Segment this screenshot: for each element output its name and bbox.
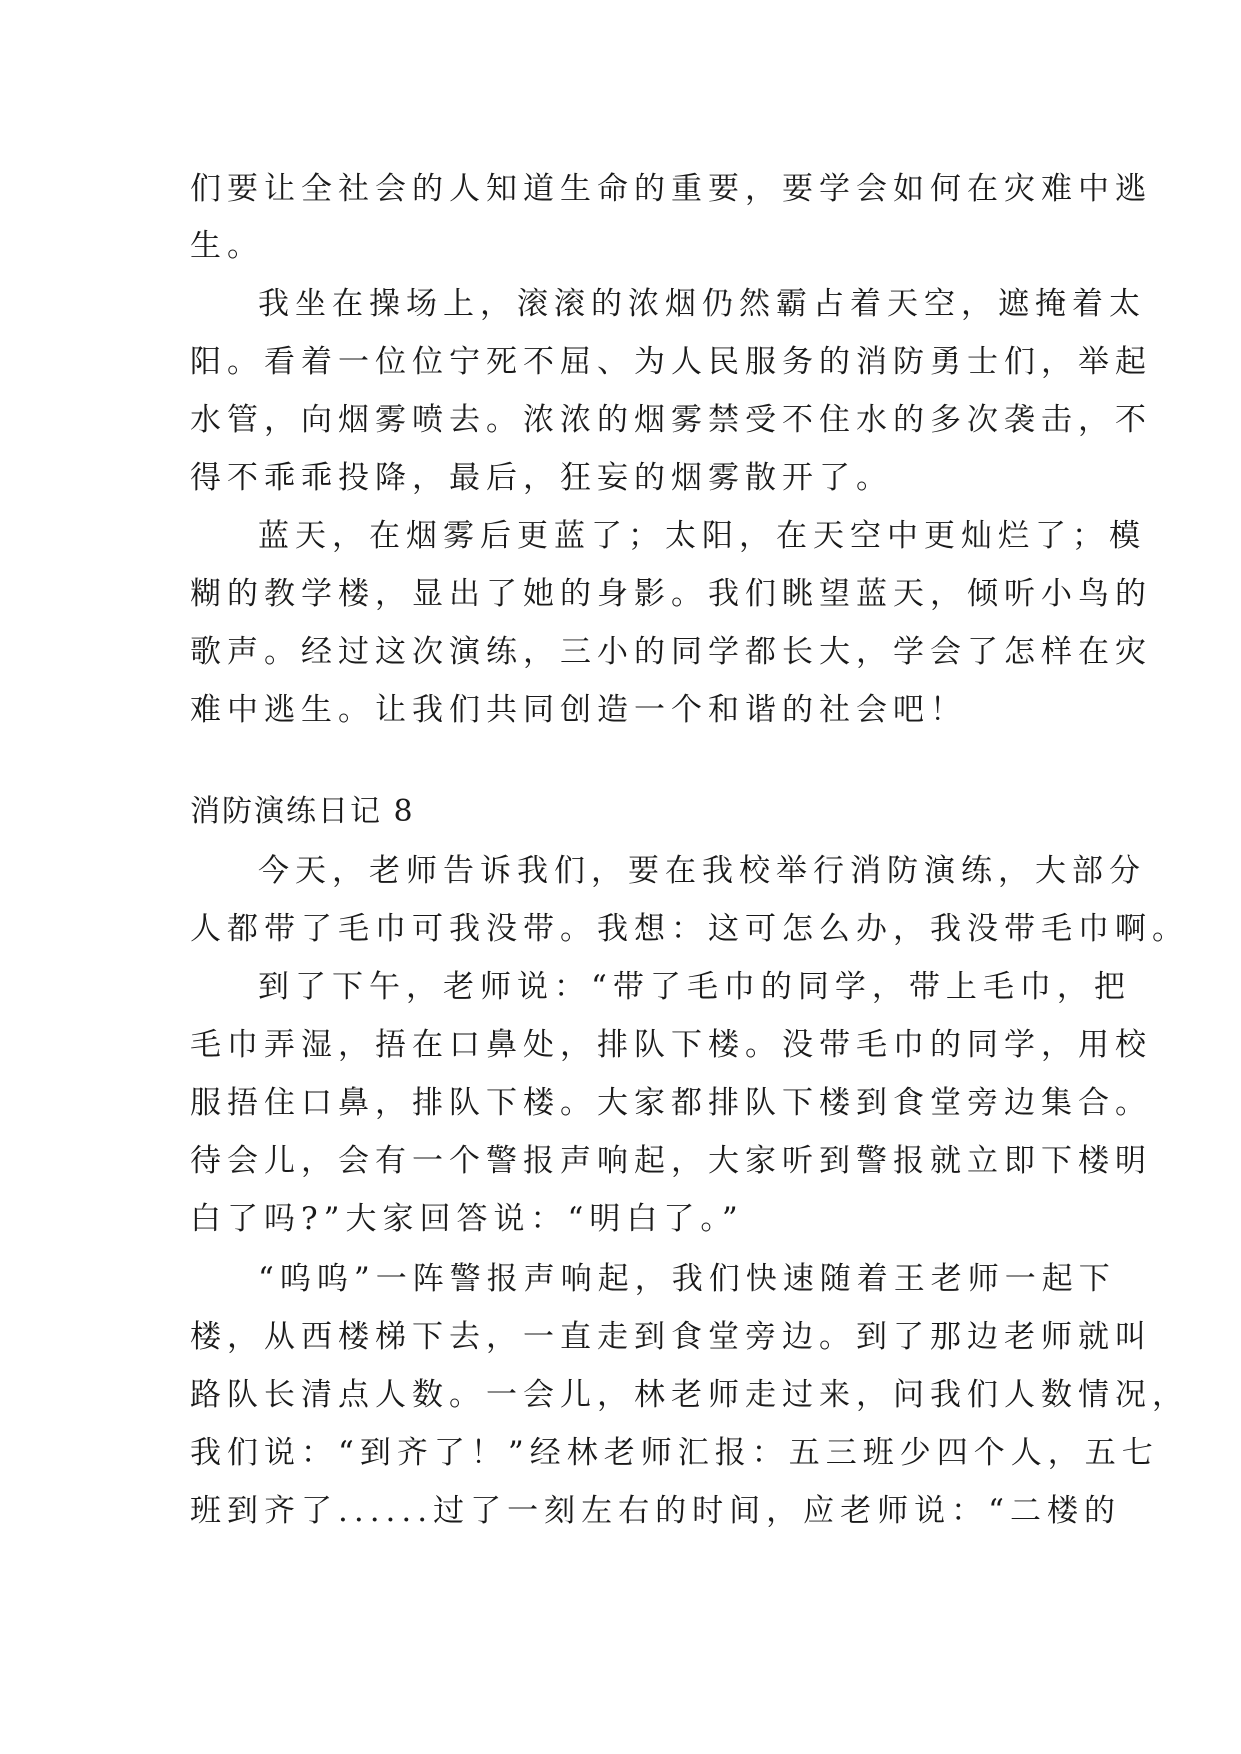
body-line: 人都带了毛巾可我没带。我想：这可怎么办，我没带毛巾啊。 — [190, 911, 1189, 947]
body-line: 水管，向烟雾喷去。浓浓的烟雾禁受不住水的多次袭击，不 — [190, 402, 1152, 438]
paragraph-start-line: 蓝天，在烟雾后更蓝了；太阳，在天空中更灿烂了；模 — [258, 518, 1146, 554]
paragraph-start-line: 我坐在操场上，滚滚的浓烟仍然霸占着天空，遮掩着太 — [258, 286, 1146, 322]
body-line: 楼，从西楼梯下去，一直走到食堂旁边。到了那边老师就叫 — [190, 1319, 1152, 1355]
body-line: 生。 — [190, 228, 264, 264]
section-heading: 消防演练日记 8 — [190, 794, 415, 829]
body-line: 歌声。经过这次演练，三小的同学都长大，学会了怎样在灾 — [190, 634, 1152, 670]
body-line: 路队长清点人数。一会儿，林老师走过来，问我们人数情况， — [190, 1377, 1189, 1413]
body-line: 白了吗?”大家回答说：“明白了。” — [190, 1201, 744, 1237]
body-line: 班到齐了......过了一刻左右的时间，应老师说：“二楼的 — [190, 1493, 1121, 1529]
paragraph-start-line: 今天，老师告诉我们，要在我校举行消防演练，大部分 — [258, 853, 1146, 889]
body-line: 我们说：“到齐了！”经林老师汇报：五三班少四个人，五七 — [190, 1435, 1159, 1471]
body-line: 糊的教学楼，显出了她的身影。我们眺望蓝天，倾听小鸟的 — [190, 576, 1152, 612]
body-line: 毛巾弄湿，捂在口鼻处，排队下楼。没带毛巾的同学，用校 — [190, 1027, 1152, 1063]
paragraph-start-line: “呜呜”一阵警报声响起，我们快速随着王老师一起下 — [258, 1261, 1116, 1297]
body-line: 得不乖乖投降，最后，狂妄的烟雾散开了。 — [190, 460, 893, 496]
body-line: 服捂住口鼻，排队下楼。大家都排队下楼到食堂旁边集合。 — [190, 1085, 1152, 1121]
body-line: 难中逃生。让我们共同创造一个和谐的社会吧！ — [190, 692, 967, 728]
body-line: 阳。看着一位位宁死不屈、为人民服务的消防勇士们，举起 — [190, 344, 1152, 380]
paragraph-start-line: 到了下午，老师说：“带了毛巾的同学，带上毛巾，把 — [258, 969, 1131, 1005]
body-line: 们要让全社会的人知道生命的重要，要学会如何在灾难中逃 — [190, 171, 1152, 207]
body-line: 待会儿，会有一个警报声响起，大家听到警报就立即下楼明 — [190, 1143, 1152, 1179]
